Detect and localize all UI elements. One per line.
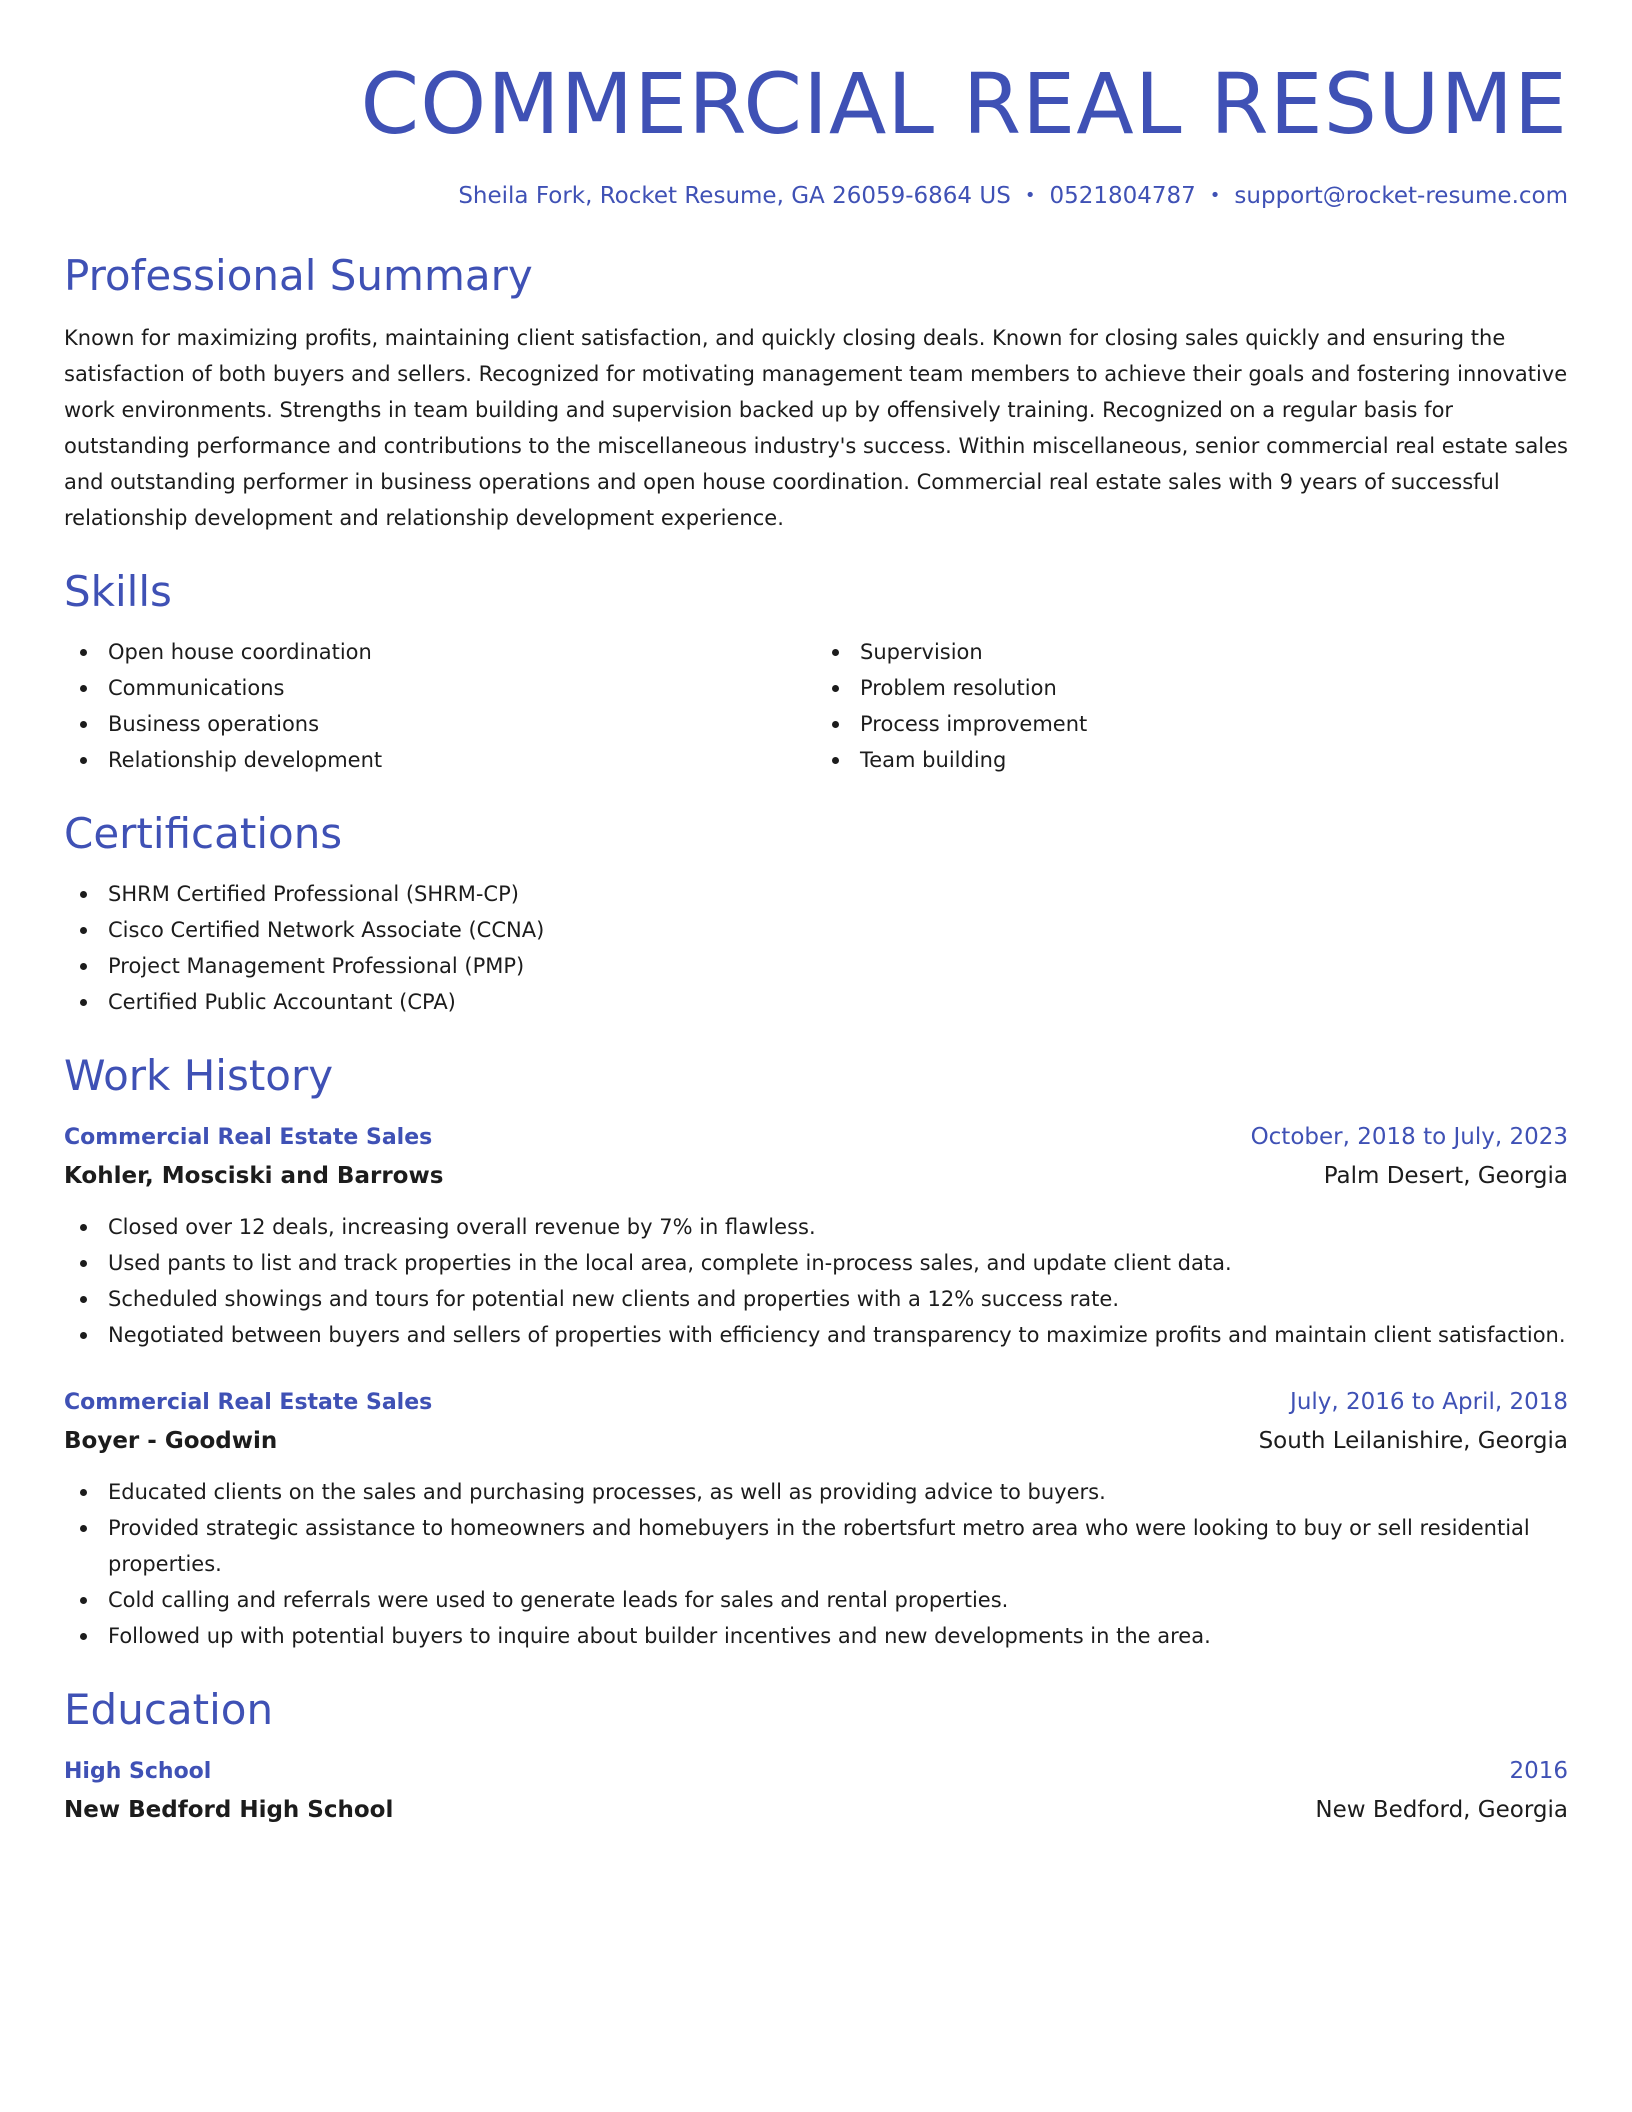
job-bullet: Negotiated between buyers and sellers of properties with efficiency and transparency to maximize profits and maintain client satisfaction. <box>64 1317 1568 1353</box>
job-header-row <box>64 1118 1568 1157</box>
education-degree: High School <box>64 1759 212 1784</box>
resume-title: COMMERCIAL REAL RESUME <box>360 55 1568 153</box>
job-title: Commercial Real Estate Sales <box>64 1390 433 1415</box>
education-school: New Bedford High School <box>64 1797 394 1823</box>
education-entry <box>64 1752 1568 1829</box>
certification-item: Certified Public Accountant (CPA) <box>64 984 1568 1020</box>
job-dates: October, 2018 to July, 2023 <box>1250 1124 1568 1150</box>
education-location: New Bedford, Georgia <box>1315 1797 1568 1823</box>
job-location: South Leilanishire, Georgia <box>1258 1428 1568 1454</box>
job-bullets <box>64 1209 1568 1353</box>
education-section <box>64 1684 1568 1829</box>
skill-item: Supervision <box>816 634 1568 670</box>
skill-item: Business operations <box>64 706 816 742</box>
job-header-row <box>64 1383 1568 1422</box>
skills-heading: Skills <box>64 567 172 616</box>
job-location: Palm Desert, Georgia <box>1323 1163 1568 1189</box>
job-bullet: Scheduled showings and tours for potential new clients and properties with a 12% success rate. <box>64 1281 1568 1317</box>
contact-phone: 0521804787 <box>1049 183 1196 209</box>
contact-separator: • <box>1024 185 1036 206</box>
job-dates: July, 2016 to April, 2018 <box>1290 1389 1568 1415</box>
skill-item: Process improvement <box>816 706 1568 742</box>
work-history-heading: Work History <box>64 1051 334 1100</box>
skill-item: Team building <box>816 742 1568 778</box>
job-bullet: Closed over 12 deals, increasing overall revenue by 7% in flawless. <box>64 1209 1568 1245</box>
job-company-row <box>64 1157 1568 1195</box>
education-school-row <box>64 1791 1568 1829</box>
skill-item: Communications <box>64 670 816 706</box>
contact-address: Sheila Fork, Rocket Resume, GA 26059-6864 US <box>458 183 1011 209</box>
summary-heading: Professional Summary <box>64 251 533 300</box>
job-company: Kohler, Mosciski and Barrows <box>64 1163 444 1189</box>
education-heading: Education <box>64 1685 274 1734</box>
skills-list-left <box>64 634 816 778</box>
job-company: Boyer - Goodwin <box>64 1428 278 1454</box>
skill-item: Open house coordination <box>64 634 816 670</box>
skills-grid <box>64 634 1568 778</box>
job-title: Commercial Real Estate Sales <box>64 1125 433 1150</box>
certification-item: SHRM Certified Professional (SHRM-CP) <box>64 876 1568 912</box>
job-bullet: Cold calling and referrals were used to generate leads for sales and rental properties. <box>64 1582 1568 1618</box>
certification-item: Project Management Professional (PMP) <box>64 948 1568 984</box>
skill-item: Relationship development <box>64 742 816 778</box>
education-header-row <box>64 1752 1568 1791</box>
education-year: 2016 <box>1509 1758 1568 1784</box>
work-history-section <box>64 1050 1568 1654</box>
summary-text: Known for maximizing profits, maintaining client satisfaction, and quickly closing deals. Known for closing sales quickly and ensuring the satisfaction of both buyers and sellers. Recognized for motivating management team members to achieve their goals and fostering innovative work environments. Strengths in team building and supervision backed up by offensively training. Recognized on a regular basis for outstanding performance and contributions to the miscellaneous industry's success. Within miscellaneous, senior commercial real estate sales and outstanding performer in business operations and open house coordination. Commercial real estate sales with 9 years of successful relationship development and relationship development experience. <box>64 326 1569 530</box>
certifications-heading: Certifications <box>64 809 343 858</box>
certification-item: Cisco Certified Network Associate (CCNA) <box>64 912 1568 948</box>
contact-email: support@rocket-resume.com <box>1234 183 1568 209</box>
job-bullets <box>64 1474 1568 1654</box>
job-bullet: Followed up with potential buyers to inquire about builder incentives and new developments in the area. <box>64 1618 1568 1654</box>
skills-section <box>64 566 1568 778</box>
skill-item: Problem resolution <box>816 670 1568 706</box>
job-bullet: Provided strategic assistance to homeowners and homebuyers in the robertsfurt metro area who were looking to buy or sell residential properties. <box>64 1510 1568 1582</box>
job-entry <box>64 1118 1568 1353</box>
job-bullet: Used pants to list and track properties in the local area, complete in-process sales, and update client data. <box>64 1245 1568 1281</box>
job-company-row <box>64 1422 1568 1460</box>
contact-separator: • <box>1209 185 1221 206</box>
certifications-list <box>64 876 1568 1020</box>
contact-line <box>64 180 1568 212</box>
certifications-section <box>64 808 1568 1020</box>
skills-list-right <box>816 634 1568 778</box>
job-entry <box>64 1383 1568 1654</box>
job-bullet: Educated clients on the sales and purchasing processes, as well as providing advice to buyers. <box>64 1474 1568 1510</box>
